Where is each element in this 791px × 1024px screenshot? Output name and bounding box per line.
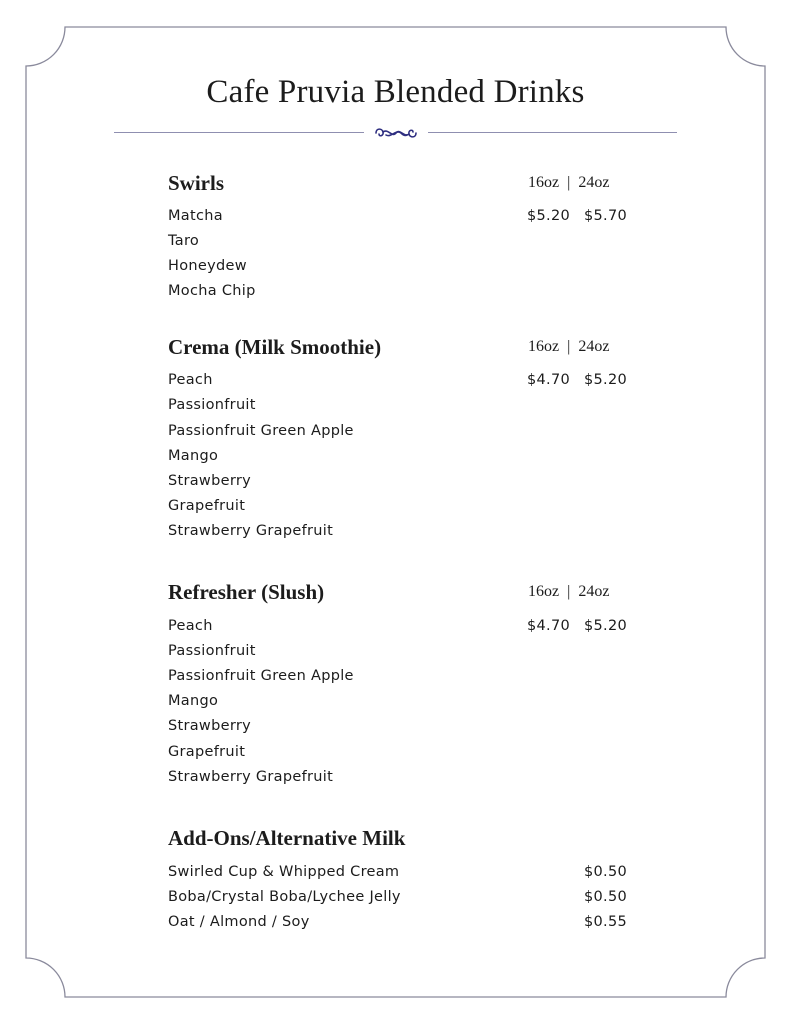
size-large-label: 24oz [578, 338, 610, 355]
menu-item: Strawberry [168, 473, 251, 489]
add-on-item: Swirled Cup & Whipped Cream [168, 864, 400, 880]
menu-item: Mango [168, 693, 219, 709]
menu-item: Strawberry Grapefruit [168, 769, 334, 785]
size-header-swirls [528, 174, 609, 192]
price-small: $4.70 [527, 618, 571, 634]
add-on-price: $0.50 [584, 889, 628, 905]
section-title-refresher: Refresher (Slush) [168, 580, 325, 604]
size-separator: | [567, 174, 571, 191]
scroll-flourish-icon [372, 125, 420, 141]
section-title-add-ons: Add-Ons/Alternative Milk [168, 826, 406, 850]
menu-item: Peach [168, 372, 213, 388]
title-divider-right [428, 132, 677, 133]
price-small: $5.20 [527, 208, 571, 224]
size-large-label: 24oz [578, 583, 610, 600]
menu-item: Passionfruit Green Apple [168, 668, 354, 684]
add-on-price: $0.55 [584, 914, 628, 930]
menu-item: Passionfruit [168, 643, 256, 659]
menu-item: Matcha [168, 208, 223, 224]
size-small-label: 16oz [528, 583, 560, 600]
size-small-label: 16oz [528, 338, 560, 355]
size-header-refresher [528, 583, 609, 601]
menu-item: Honeydew [168, 258, 247, 274]
add-on-item: Boba/Crystal Boba/Lychee Jelly [168, 889, 401, 905]
menu-item: Taro [168, 233, 200, 249]
menu-item: Grapefruit [168, 498, 246, 514]
menu-item: Passionfruit [168, 397, 256, 413]
menu-item: Peach [168, 618, 213, 634]
size-separator: | [567, 583, 571, 600]
menu-item: Strawberry [168, 718, 251, 734]
size-separator: | [567, 338, 571, 355]
section-title-swirls: Swirls [168, 171, 225, 195]
add-on-price: $0.50 [584, 864, 628, 880]
section-title-crema: Crema (Milk Smoothie) [168, 335, 382, 359]
title-divider-left [114, 132, 364, 133]
size-header-crema [528, 338, 609, 356]
size-small-label: 16oz [528, 174, 560, 191]
price-large: $5.20 [584, 372, 628, 388]
menu-item: Passionfruit Green Apple [168, 423, 354, 439]
price-small: $4.70 [527, 372, 571, 388]
price-large: $5.20 [584, 618, 628, 634]
add-on-item: Oat / Almond / Soy [168, 914, 310, 930]
page-title: Cafe Pruvia Blended Drinks [206, 74, 585, 110]
price-large: $5.70 [584, 208, 628, 224]
menu-item: Grapefruit [168, 744, 246, 760]
menu-item: Mango [168, 448, 219, 464]
size-large-label: 24oz [578, 174, 610, 191]
menu-item: Strawberry Grapefruit [168, 523, 334, 539]
menu-item: Mocha Chip [168, 283, 256, 299]
